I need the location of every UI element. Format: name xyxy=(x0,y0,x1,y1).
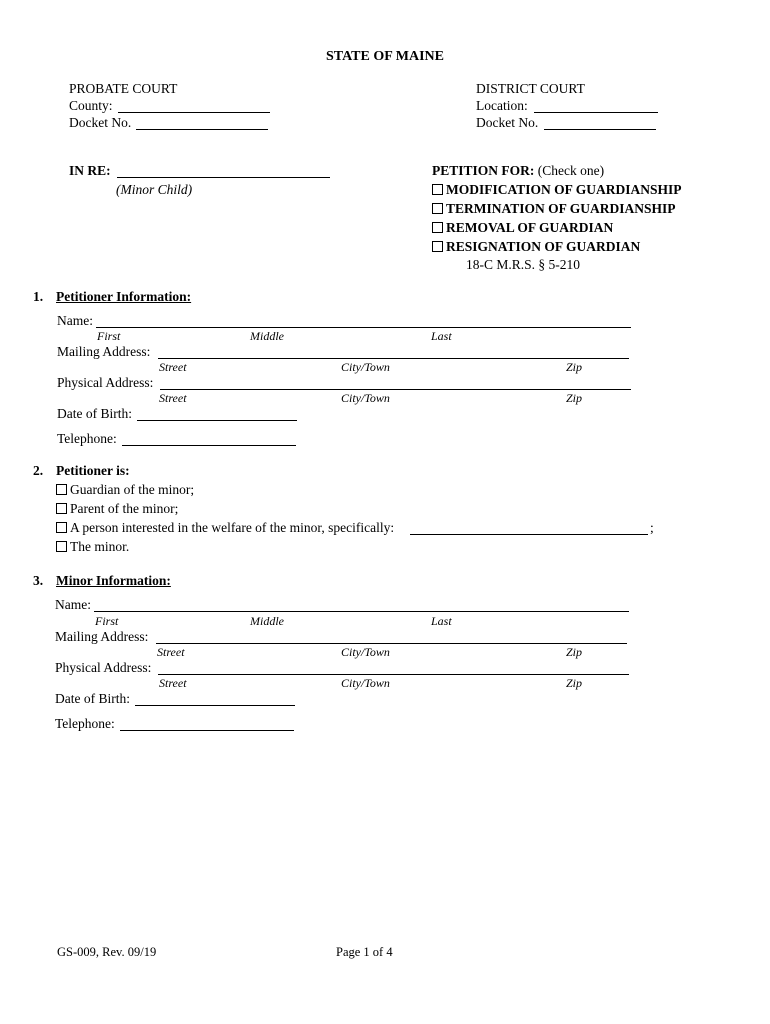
last-hint: Last xyxy=(431,329,452,343)
in-re-field[interactable] xyxy=(117,177,330,178)
minor-name-label: Name: xyxy=(55,597,91,612)
petitioner-physical-field[interactable] xyxy=(160,389,631,390)
semicolon: ; xyxy=(650,520,654,535)
statute-citation: 18-C M.R.S. § 5-210 xyxy=(466,257,581,272)
petition-for-heading xyxy=(432,163,604,179)
section-2-number: 2. xyxy=(33,463,44,478)
option-label: REMOVAL OF GUARDIAN xyxy=(446,220,614,235)
petitioner-name-label: Name: xyxy=(57,313,93,328)
petitioner-phone-field[interactable] xyxy=(122,445,296,446)
city-hint: City/Town xyxy=(341,391,390,405)
location-label: Location: xyxy=(476,98,528,113)
city-hint: City/Town xyxy=(341,676,390,690)
minor-mailing-label: Mailing Address: xyxy=(55,629,149,644)
street-hint: Street xyxy=(157,645,185,659)
minor-name-field[interactable] xyxy=(94,611,629,612)
checkbox-icon[interactable] xyxy=(56,484,67,495)
county-field[interactable] xyxy=(118,112,270,113)
petition-for-label: PETITION FOR: xyxy=(432,163,535,178)
option-label: Guardian of the minor; xyxy=(70,482,195,497)
city-hint: City/Town xyxy=(341,360,390,374)
section-3-title: Minor Information: xyxy=(56,573,171,588)
petitioner-guardian-option[interactable] xyxy=(56,482,194,498)
city-hint: City/Town xyxy=(341,645,390,659)
petitioner-parent-option[interactable] xyxy=(56,501,178,517)
option-label: TERMINATION OF GUARDIANSHIP xyxy=(446,201,676,216)
street-hint: Street xyxy=(159,391,187,405)
minor-phone-field[interactable] xyxy=(120,730,294,731)
section-3-number: 3. xyxy=(33,573,44,588)
interested-specifically-field[interactable] xyxy=(410,534,648,535)
district-docket-field[interactable] xyxy=(544,129,656,130)
petitioner-physical-label: Physical Address: xyxy=(57,375,154,390)
minor-mailing-field[interactable] xyxy=(156,643,627,644)
option-label: RESIGNATION OF GUARDIAN xyxy=(446,239,641,254)
middle-hint: Middle xyxy=(250,614,284,628)
checkbox-icon[interactable] xyxy=(56,503,67,514)
first-hint: First xyxy=(95,614,119,628)
petitioner-mailing-label: Mailing Address: xyxy=(57,344,151,359)
checkbox-icon[interactable] xyxy=(432,184,443,195)
section-1-title: Petitioner Information: xyxy=(56,289,192,304)
petitioner-name-field[interactable] xyxy=(96,327,631,328)
checkbox-icon[interactable] xyxy=(432,241,443,252)
location-field[interactable] xyxy=(534,112,658,113)
county-label: County: xyxy=(69,98,113,113)
minor-physical-field[interactable] xyxy=(158,674,629,675)
last-hint: Last xyxy=(431,614,452,628)
option-label: A person interested in the welfare of the minor, specifically: xyxy=(70,520,395,535)
form-id: GS-009, Rev. 09/19 xyxy=(57,945,157,959)
zip-hint: Zip xyxy=(566,360,583,374)
form-title: STATE OF MAINE xyxy=(326,49,444,64)
minor-dob-label: Date of Birth: xyxy=(55,691,130,706)
checkbox-icon[interactable] xyxy=(432,222,443,233)
minor-phone-label: Telephone: xyxy=(55,716,115,731)
checkbox-icon[interactable] xyxy=(56,541,67,552)
zip-hint: Zip xyxy=(566,391,583,405)
probate-docket-label: Docket No. xyxy=(69,115,132,130)
probate-court-heading: PROBATE COURT xyxy=(69,81,178,96)
minor-physical-label: Physical Address: xyxy=(55,660,152,675)
minor-child-label: (Minor Child) xyxy=(116,182,193,197)
page-number: Page 1 of 4 xyxy=(336,945,393,959)
checkbox-icon[interactable] xyxy=(56,522,67,533)
petitioner-minor-option[interactable] xyxy=(56,539,129,555)
middle-hint: Middle xyxy=(250,329,284,343)
in-re-label: IN RE: xyxy=(69,163,111,178)
option-termination[interactable] xyxy=(432,201,676,217)
district-docket-label: Docket No. xyxy=(476,115,539,130)
checkbox-icon[interactable] xyxy=(432,203,443,214)
first-hint: First xyxy=(97,329,121,343)
petitioner-mailing-field[interactable] xyxy=(158,358,629,359)
option-removal[interactable] xyxy=(432,220,613,236)
petitioner-phone-label: Telephone: xyxy=(57,431,117,446)
option-modification[interactable] xyxy=(432,182,682,198)
petitioner-dob-field[interactable] xyxy=(137,420,297,421)
petitioner-interested-option[interactable] xyxy=(56,520,394,536)
option-label: MODIFICATION OF GUARDIANSHIP xyxy=(446,182,682,197)
check-one-note: (Check one) xyxy=(537,163,605,178)
minor-dob-field[interactable] xyxy=(135,705,295,706)
section-1-number: 1. xyxy=(33,289,44,304)
option-resignation[interactable] xyxy=(432,239,640,255)
option-label: Parent of the minor; xyxy=(70,501,179,516)
petitioner-dob-label: Date of Birth: xyxy=(57,406,132,421)
zip-hint: Zip xyxy=(566,645,583,659)
section-2-title: Petitioner is: xyxy=(56,463,130,478)
option-label: The minor. xyxy=(70,539,130,554)
district-court-heading: DISTRICT COURT xyxy=(476,81,585,96)
street-hint: Street xyxy=(159,676,187,690)
street-hint: Street xyxy=(159,360,187,374)
probate-docket-field[interactable] xyxy=(136,129,268,130)
zip-hint: Zip xyxy=(566,676,583,690)
